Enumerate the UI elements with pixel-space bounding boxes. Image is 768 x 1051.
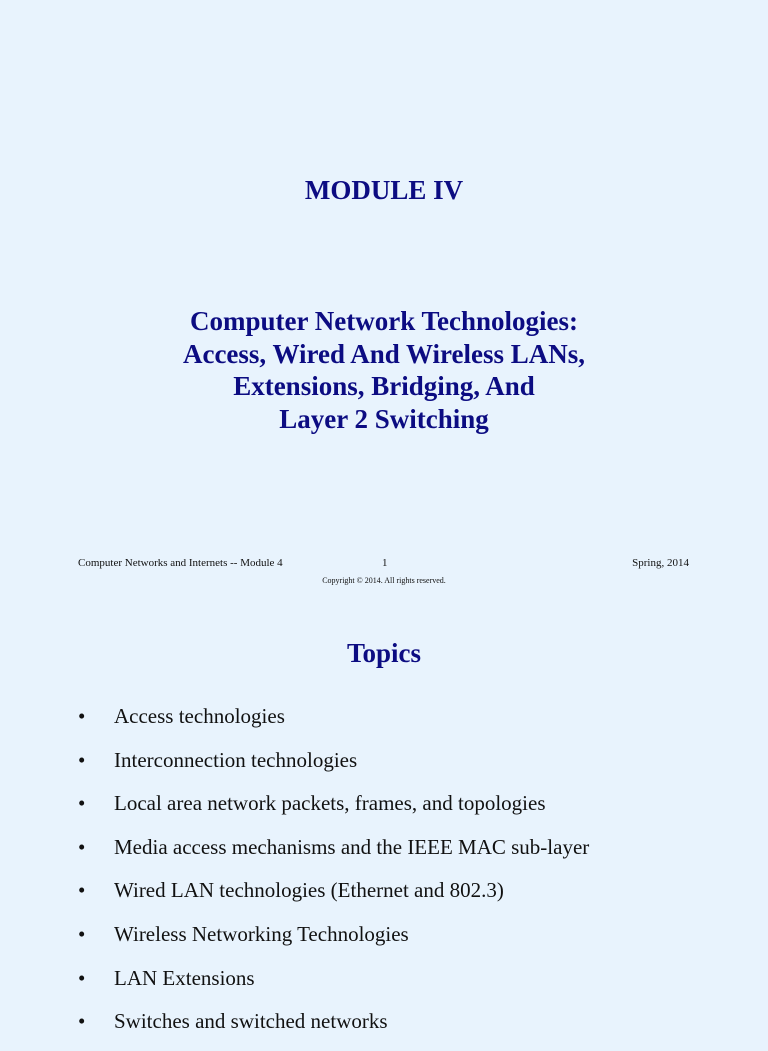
subtitle-line: Extensions, Bridging, And <box>233 371 535 401</box>
topic-text: Switches and switched networks <box>114 1009 388 1034</box>
slide-topics <box>0 600 768 1034</box>
module-title: MODULE IV <box>304 175 464 205</box>
topic-text: Media access mechanisms and the IEEE MAC sub-layer <box>114 834 590 859</box>
list-item <box>0 964 768 1008</box>
bullet-icon: • <box>78 747 86 772</box>
footer-page-number: 1 <box>382 557 388 569</box>
topic-list <box>0 702 768 1051</box>
subtitle-line: Computer Network Technologies: <box>190 306 578 336</box>
subtitle-line: Access, Wired And Wireless LANs, <box>182 338 586 369</box>
topic-text: Wireless Networking Technologies <box>114 921 409 946</box>
copyright-notice: Copyright © 2014. All rights reserved. <box>322 576 446 585</box>
subtitle-line: Layer 2 Switching <box>279 403 489 434</box>
bullet-icon: • <box>78 791 86 816</box>
topic-text: Local area network packets, frames, and topologies <box>114 791 546 816</box>
slide-footer <box>78 556 689 572</box>
bullet-icon: • <box>78 965 86 990</box>
topic-text: Interconnection technologies <box>114 747 358 772</box>
list-item <box>0 789 768 833</box>
list-item <box>0 920 768 964</box>
bullet-icon: • <box>78 704 86 728</box>
list-item <box>0 702 768 746</box>
bullet-icon: • <box>78 921 86 946</box>
bullet-icon: • <box>78 878 86 903</box>
list-item <box>0 876 768 920</box>
topics-title: Topics <box>346 638 422 668</box>
bullet-icon: • <box>78 1009 86 1034</box>
footer-course-name: Computer Networks and Internets -- Module 4 <box>78 557 283 569</box>
bullet-icon: • <box>78 834 86 859</box>
footer-semester: Spring, 2014 <box>632 557 689 569</box>
list-item <box>0 746 768 790</box>
topic-text: Access technologies <box>114 704 285 728</box>
list-item <box>0 1007 768 1051</box>
list-item <box>0 833 768 877</box>
topic-text: LAN Extensions <box>114 965 255 990</box>
topic-text: Wired LAN technologies (Ethernet and 802.3) <box>114 878 504 903</box>
module-subtitle <box>0 305 768 435</box>
